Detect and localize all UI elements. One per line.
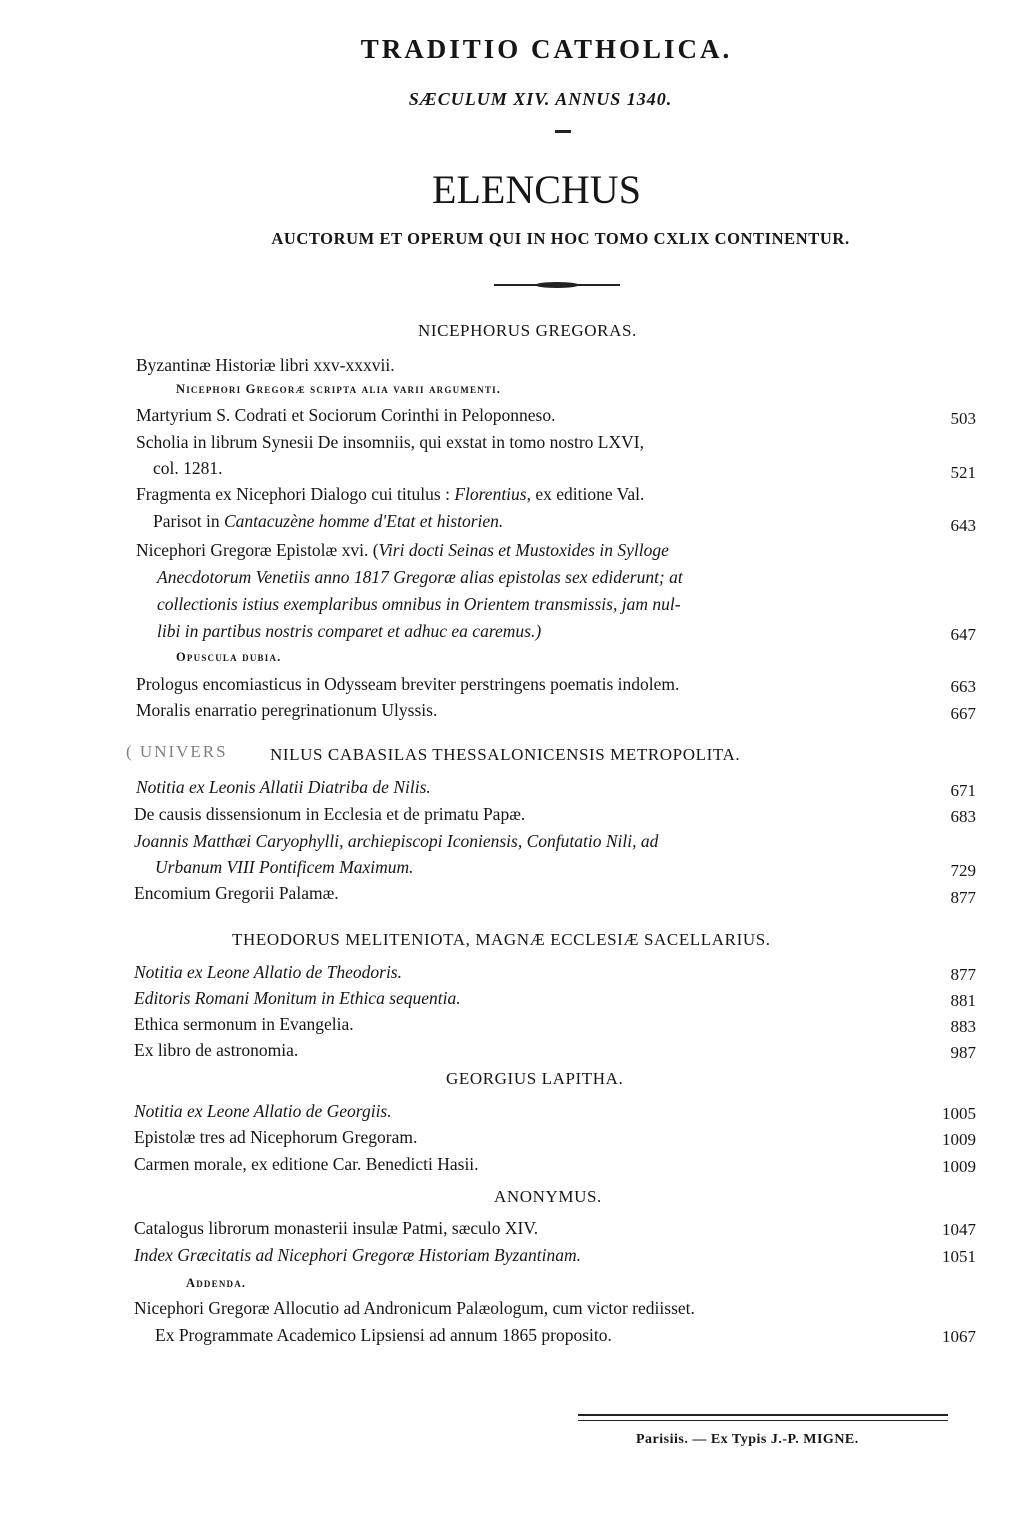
- column-number: 663: [950, 677, 976, 696]
- column-number: 877: [950, 888, 976, 907]
- section-title-theodorus: THEODORUS MELITENIOTA, MAGNÆ ECCLESIÆ SACELLARIUS.: [232, 930, 771, 949]
- section-title-anonymus: ANONYMUS.: [494, 1187, 602, 1206]
- section-heading: ELENCHUS: [432, 167, 641, 212]
- column-number: 729: [950, 861, 976, 880]
- section-title-georgius: GEORGIUS LAPITHA.: [446, 1069, 624, 1088]
- section-title-nilus: NILUS CABASILAS THESSALONICENSIS METROPOLITA.: [270, 745, 741, 764]
- column-number: 647: [950, 625, 976, 644]
- column-number: 521: [950, 463, 976, 482]
- entry-line: Notitia ex Leone Allatio de Georgiis.: [134, 1101, 392, 1121]
- column-number: 1009: [942, 1130, 976, 1149]
- column-number: 667: [950, 704, 976, 723]
- entry-line: Editoris Romani Monitum in Ethica sequentia.: [134, 988, 461, 1008]
- entry-line: collectionis istius exemplaribus omnibus in Orientem transmissis, jam nul-: [157, 594, 681, 614]
- footer-rule: [578, 1420, 948, 1421]
- column-number: 1047: [942, 1220, 976, 1239]
- entry-line: col. 1281.: [153, 458, 223, 478]
- entry-line: libi in partibus nostris comparet et adhuc ea caremus.): [157, 621, 542, 641]
- entry-line: Moralis enarratio peregrinationum Ulyssis.: [136, 700, 438, 720]
- entry-line: De causis dissensionum in Ecclesia et de primatu Papæ.: [134, 804, 526, 824]
- column-number: 1005: [942, 1104, 976, 1123]
- entry-line: Notitia ex Leone Allatio de Theodoris.: [134, 962, 402, 982]
- footer-rule: [578, 1414, 948, 1416]
- column-number: 643: [950, 516, 976, 535]
- entry-line: Epistolæ tres ad Nicephorum Gregoram.: [134, 1127, 418, 1147]
- entry-line: Anecdotorum Venetiis anno 1817 Gregoræ alias epistolas sex ediderunt; at: [157, 567, 683, 587]
- entry-line: Byzantinæ Historiæ libri xxv-xxxvii.: [136, 355, 395, 375]
- entry-line: Catalogus librorum monasterii insulæ Patmi, sæculo XIV.: [134, 1218, 539, 1238]
- entry-line: Encomium Gregorii Palamæ.: [134, 883, 339, 903]
- entry-line: Prologus encomiasticus in Odysseam breviter perstringens poematis indolem.: [136, 674, 680, 694]
- entry-line: Parisot in Cantacuzène homme d'Etat et historien.: [153, 511, 504, 531]
- column-number: 987: [950, 1043, 976, 1062]
- column-number: 883: [950, 1017, 976, 1036]
- subsection-label: Addenda.: [186, 1276, 247, 1290]
- subsection-label: Opuscula dubia.: [176, 650, 282, 664]
- section-title-nicephorus: NICEPHORUS GREGORAS.: [418, 321, 637, 340]
- column-number: 1067: [942, 1327, 976, 1346]
- entry-line: Ex libro de astronomia.: [134, 1040, 299, 1060]
- title-dash: [555, 130, 571, 133]
- entry-line: Nicephori Gregoræ Epistolæ xvi. (Viri docti Seinas et Mustoxides in Sylloge: [136, 540, 669, 560]
- entry-line: Carmen morale, ex editione Car. Benedicti Hasii.: [134, 1154, 479, 1174]
- column-number: 1009: [942, 1157, 976, 1176]
- section-subheading: AUCTORUM ET OPERUM QUI IN HOC TOMO CXLIX CONTINENTUR.: [271, 229, 850, 248]
- column-number: 881: [950, 991, 976, 1010]
- column-number: 503: [950, 409, 976, 428]
- printer-imprint: Parisiis. — Ex Typis J.-P. MIGNE.: [636, 1432, 859, 1447]
- column-number: 671: [950, 781, 976, 800]
- entry-line: Scholia in librum Synesii De insomniis, qui exstat in tomo nostro LXVI,: [136, 432, 644, 452]
- library-stamp: ( UNIVERS: [126, 742, 228, 761]
- entry-line: Ethica sermonum in Evangelia.: [134, 1014, 354, 1034]
- page-title: TRADITIO CATHOLICA.: [360, 34, 733, 64]
- column-number: 877: [950, 965, 976, 984]
- entry-line: Notitia ex Leonis Allatii Diatriba de Nilis.: [136, 777, 431, 797]
- subsection-label: Nicephori Gregoræ scripta alia varii argumenti.: [176, 382, 502, 396]
- ornament-rule: [494, 281, 620, 289]
- entry-line: Joannis Matthæi Caryophylli, archiepiscopi Iconiensis, Confutatio Nili, ad: [134, 831, 659, 851]
- entry-line: Martyrium S. Codrati et Sociorum Corinthi in Peloponneso.: [136, 405, 556, 425]
- column-number: 1051: [942, 1247, 976, 1266]
- entry-line: Index Græcitatis ad Nicephori Gregoræ Historiam Byzantinam.: [134, 1245, 582, 1265]
- entry-line: Ex Programmate Academico Lipsiensi ad annum 1865 proposito.: [155, 1325, 612, 1345]
- column-number: 683: [950, 807, 976, 826]
- page-subtitle: SÆCULUM XIV. ANNUS 1340.: [408, 89, 673, 109]
- entry-line: Fragmenta ex Nicephori Dialogo cui titulus : Florentius, ex editione Val.: [136, 484, 645, 504]
- entry-line: Urbanum VIII Pontificem Maximum.: [155, 857, 414, 877]
- entry-line: Nicephori Gregoræ Allocutio ad Andronicum Palæologum, cum victor rediisset.: [134, 1298, 695, 1318]
